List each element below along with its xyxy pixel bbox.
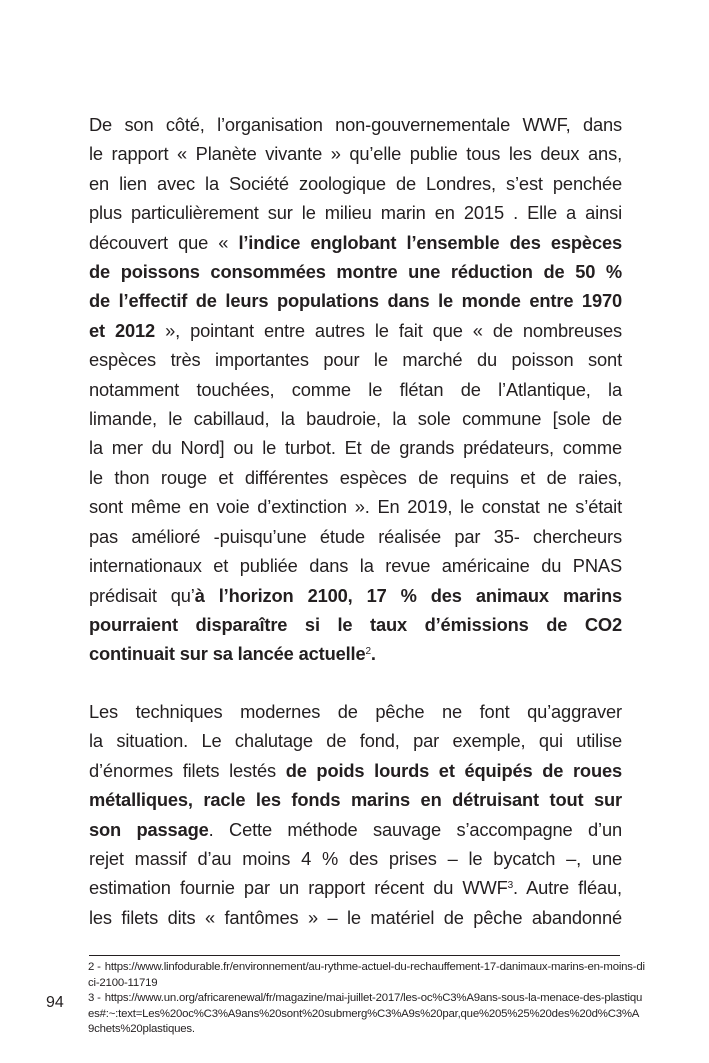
paragraph-fishing-techniques <box>89 697 622 932</box>
text-line: en lien avec la Société zoologique de Londres, s’est penchée <box>89 172 622 194</box>
text-run: », pointant entre autres le fait que « de nombreuses <box>155 319 622 341</box>
footnote-ref-3[interactable]: 3 <box>507 880 514 892</box>
text-line <box>89 581 622 610</box>
footnote-3 <box>70 991 645 1038</box>
text-line: espèces très importantes pour le marché du poisson sont <box>89 349 622 371</box>
paragraph-fish-decline <box>89 110 622 669</box>
bold-text-run: de poids lourds et équipés de roues <box>285 759 622 781</box>
text-line: limande, le cabillaud, la baudroie, la sole commune [sole de <box>89 408 622 430</box>
text-line <box>89 316 622 345</box>
footnote-number: 2 - <box>88 961 101 973</box>
text-line: la situation. Le chalutage de fond, par exemple, qui utilise <box>89 730 622 752</box>
page-number: 94 <box>46 994 64 1011</box>
bold-text-run: à l’horizon 2100, 17 % des animaux marins <box>194 584 622 606</box>
text-run: découvert que « <box>89 231 239 253</box>
text-line <box>89 639 622 668</box>
text-run: d’énormes filets lestés <box>89 759 286 781</box>
bold-text-run: continuait sur sa lancée actuelle <box>89 643 366 665</box>
text-line <box>89 785 622 814</box>
text-line: le rapport « Planète vivante » qu’elle publie tous les deux ans, <box>89 143 622 165</box>
text-line: la mer du Nord] ou le turbot. Et de grands prédateurs, comme <box>89 437 622 459</box>
text-line: sont même en voie d’extinction ». En 2019, le constat ne s’était <box>89 496 622 518</box>
footnote-link[interactable]: https://www.linfodurable.fr/environnement/au-rythme-actuel-du-rechauffement-17-danimaux-marins-en-moins-dici-2100-11719 <box>88 961 645 989</box>
footnote-2 <box>70 960 645 991</box>
footnote-divider <box>89 955 620 956</box>
text-line <box>89 873 622 902</box>
text-run: prédisait qu’ <box>89 584 195 606</box>
text-line <box>89 610 622 639</box>
footnote-link[interactable]: https://www.un.org/africarenewal/fr/magazine/mai-juillet-2017/les-oc%C3%A9ans-sous-la-menace-des-plastiques#:~:text=Les%20oc%C3%A9ans%20sont%20submerg%C3%A9s%20par,que%205%25%20des%20d%C3%A9chets%20plastiques. <box>88 992 643 1036</box>
bold-text-run: métalliques, racle les fonds marins en détruisant tout sur <box>89 789 622 811</box>
text-line: notamment touchées, comme le flétan de l’Atlantique, la <box>89 378 622 400</box>
bold-text-run: et 2012 <box>89 319 156 341</box>
text-line: rejet massif d’au moins 4 % des prises – le bycatch –, une <box>89 848 622 870</box>
bold-text-run: de poissons consommées montre une réduction de 50 % <box>89 261 622 283</box>
text-line <box>89 815 622 844</box>
footnote-ref-2[interactable]: 2 <box>365 646 371 658</box>
text-line <box>89 286 622 315</box>
bold-text-run: de l’effectif de leurs populations dans le monde entre 1970 <box>89 290 622 312</box>
text-line <box>89 228 622 257</box>
text-line: Les techniques modernes de pêche ne font qu’aggraver <box>89 701 622 722</box>
bold-text-run: son passage <box>89 818 209 840</box>
text-line: De son côté, l’organisation non-gouvernementale WWF, dans <box>89 114 622 135</box>
bold-text-run: l’indice englobant l’ensemble des espèces <box>238 231 622 253</box>
text-line: les filets dits « fantômes » – le matériel de pêche abandonné <box>89 906 622 928</box>
bold-text-run: pourraient disparaître si le taux d’émissions de CO2 <box>89 613 622 635</box>
text-line: le thon rouge et différentes espèces de requins et de raies, <box>89 466 622 488</box>
text-run: . Autre fléau, <box>513 877 622 899</box>
text-line <box>89 756 622 785</box>
bold-text-run: . <box>370 643 376 665</box>
text-run: estimation fournie par un rapport récent du WWF <box>89 877 508 899</box>
footnotes <box>70 960 645 1038</box>
text-run: . Cette méthode sauvage s’accompagne d’un <box>208 818 622 840</box>
text-line: plus particulièrement sur le milieu marin en 2015 . Elle a ainsi <box>89 202 622 224</box>
text-line: internationaux et publiée dans la revue américaine du PNAS <box>89 555 622 577</box>
footnote-number: 3 - <box>88 992 101 1005</box>
text-line: pas amélioré -puisqu’une étude réalisée par 35- chercheurs <box>89 525 622 547</box>
text-line <box>89 257 622 286</box>
